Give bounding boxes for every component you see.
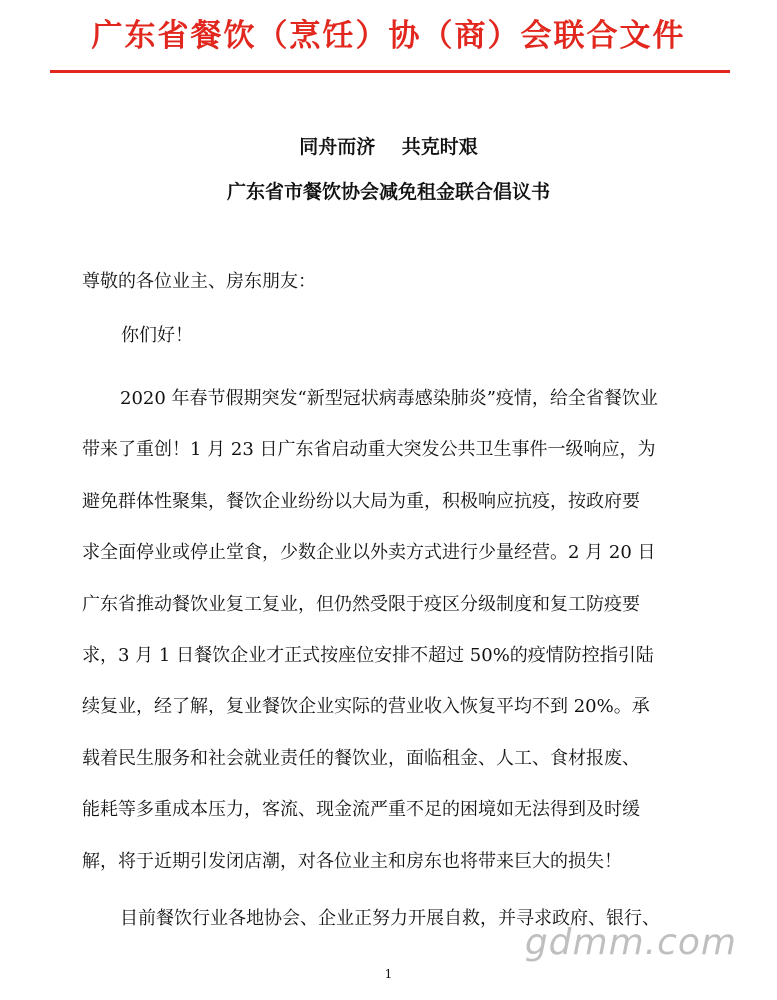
- document-header-title: 广东省餐饮（烹饪）协（商）会联合文件: [91, 18, 686, 54]
- body-line: 续复业，经了解，复业餐饮企业实际的营业收入恢复平均不到 20%。承: [82, 696, 650, 718]
- body-line: 能耗等多重成本压力，客流、现金流严重不足的困境如无法得到及时缓: [82, 799, 640, 821]
- body-line: 解，将于近期引发闭店潮，对各位业主和房东也将带来巨大的损失！: [82, 850, 622, 872]
- body-line: 载着民生服务和社会就业责任的餐饮业，面临租金、人工、食材报废、: [82, 747, 640, 769]
- document-title-line-2: 广东省市餐饮协会减免租金联合倡议书: [226, 181, 550, 203]
- body-line: 广东省推动餐饮业复工复业，但仍然受限于疫区分级制度和复工防疫要: [82, 593, 640, 615]
- body-line: 2020 年春节假期突发“新型冠状病毒感染肺炎”疫情，给全省餐饮业: [120, 388, 658, 409]
- body-line: 带来了重创！1 月 23 日广东省启动重大突发公共卫生事件一级响应，为: [82, 439, 656, 461]
- body-paragraph: [82, 373, 694, 887]
- greeting: 你们好！: [121, 325, 193, 346]
- body-line: 避免群体性聚集，餐饮企业纷纷以大局为重，积极响应抗疫，按政府要: [82, 490, 640, 512]
- body-line: 求全面停业或停止堂食，少数企业以外卖方式进行少量经营。2 月 20 日: [82, 542, 656, 564]
- next-paragraph-line: 目前餐饮行业各地协会、企业正努力开展自救，并寻求政府、银行、: [120, 908, 660, 929]
- document-title-line-1: 同舟而济 共克时艰: [299, 136, 478, 158]
- page-number: 1: [384, 967, 393, 981]
- header-divider: [50, 70, 730, 73]
- watermark: gdmm.com: [524, 922, 737, 963]
- body-line: 求，3 月 1 日餐饮企业才正式按座位安排不超过 50%的疫情防控指引陆: [82, 644, 654, 666]
- salutation: 尊敬的各位业主、房东朋友：: [82, 271, 316, 292]
